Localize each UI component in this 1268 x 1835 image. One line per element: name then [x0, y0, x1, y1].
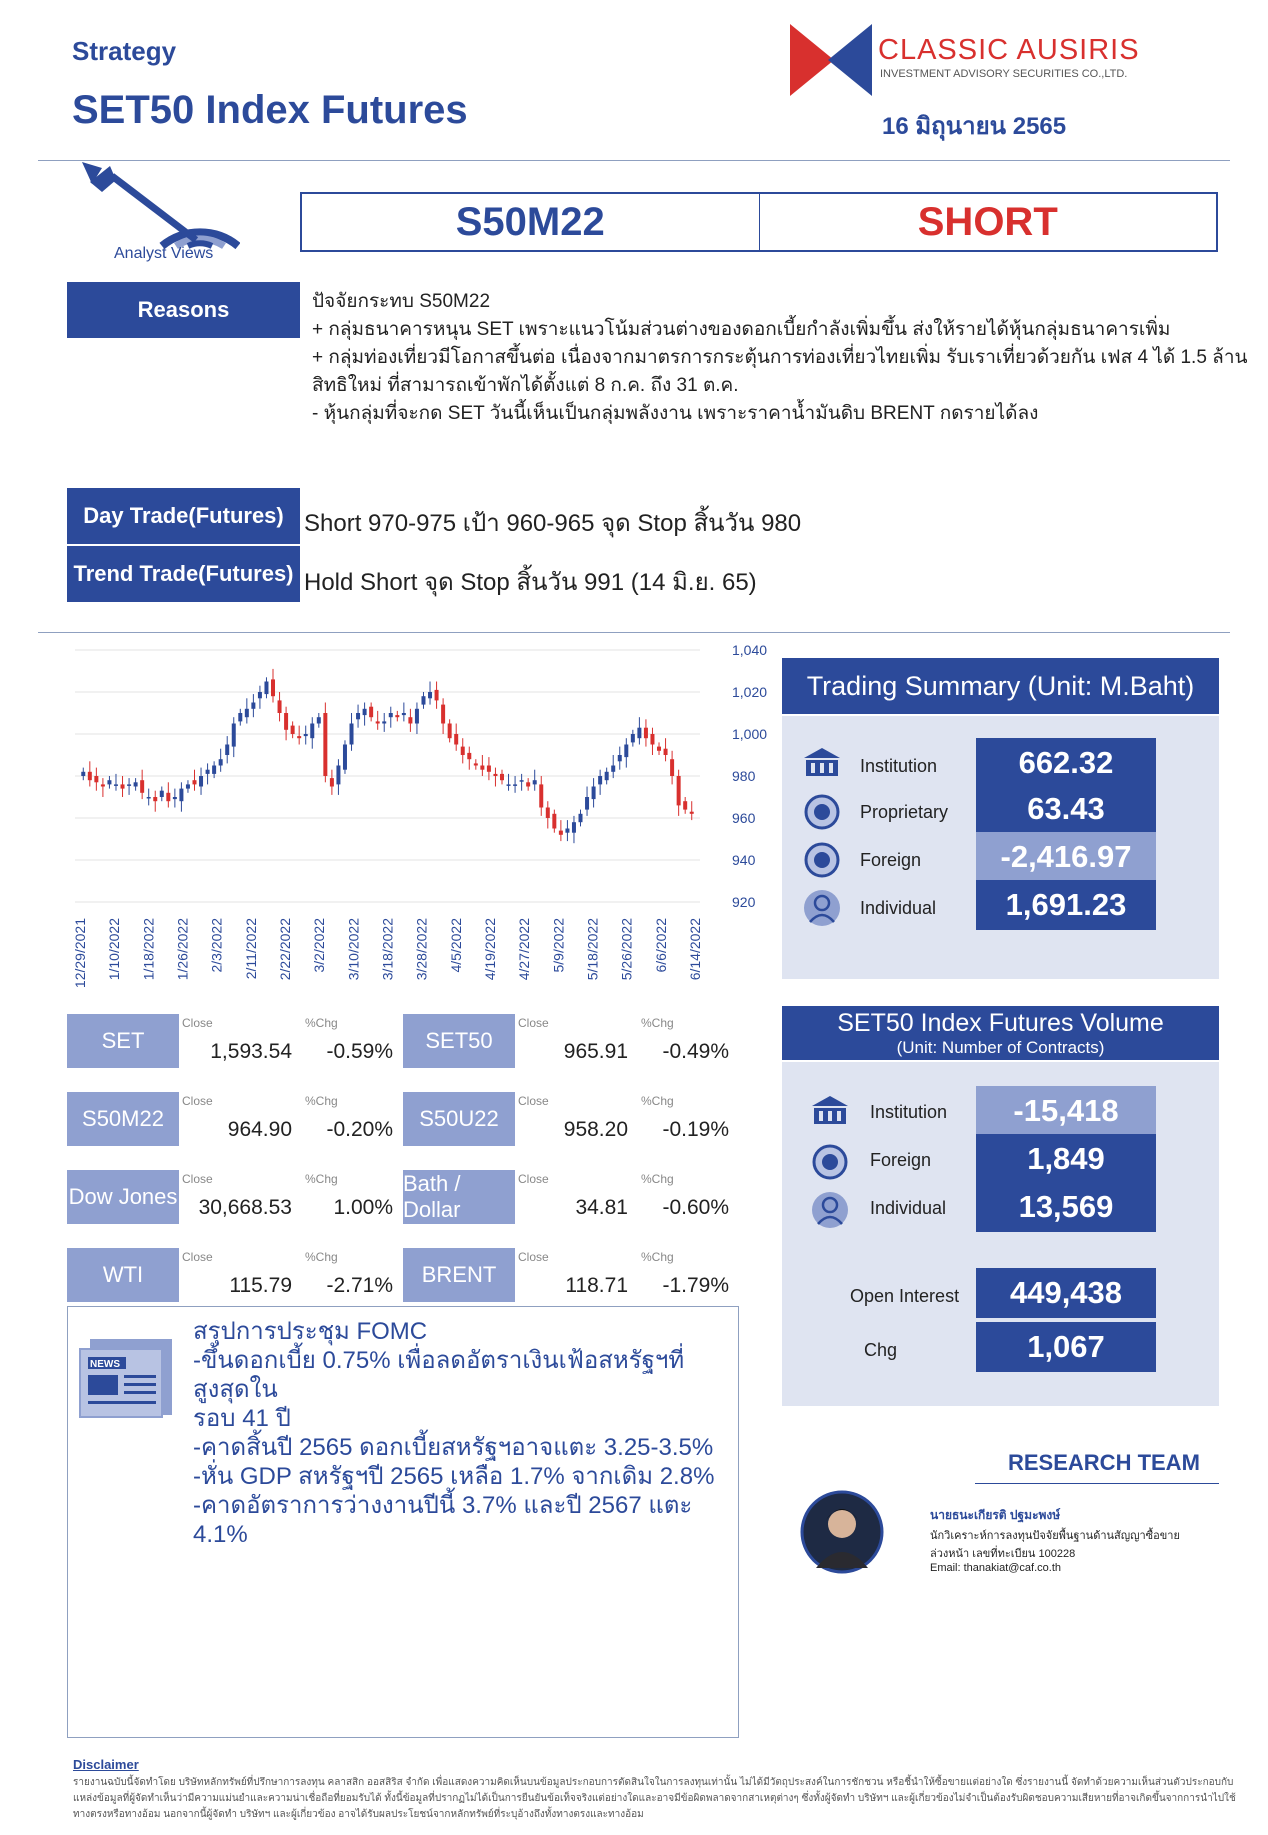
market-chg-label: %Chg: [641, 1094, 674, 1108]
market-close-value: 965.91: [563, 1040, 628, 1063]
market-chg-value: -0.49%: [662, 1040, 729, 1063]
candle-body: [245, 709, 249, 717]
candle-body: [546, 808, 550, 819]
reason-line: ปัจจัยกระทบ S50M22: [312, 291, 491, 312]
money-bag-icon: [810, 1142, 850, 1182]
candle-body: [264, 682, 268, 695]
day-trade-text: Short 970-975 เป้า 960-965 จุด Stop สิ้นวัน 980: [304, 510, 802, 537]
reasons-label: Reasons: [67, 282, 300, 338]
market-name: Bath / Dollar: [403, 1170, 515, 1224]
candle-body: [206, 770, 210, 774]
candle-body: [480, 766, 484, 770]
x-tick-label: 3/28/2022: [413, 918, 430, 981]
news-line: -คาดอัตราการว่างงานปีนี้ 3.7% และปี 2567 แตะ 4.1%: [193, 1492, 693, 1548]
header-divider: [38, 160, 1230, 161]
x-tick-label: 4/19/2022: [482, 918, 498, 981]
candle-body: [428, 692, 432, 698]
reason-line: สิทธิใหม่ ที่สามารถเข้าพักได้ตั้งแต่ 8 ก.ค. ถึง 31 ต.ค.: [312, 375, 739, 396]
market-name: WTI: [67, 1248, 179, 1302]
candle-body: [304, 734, 308, 736]
x-tick-label: 2/11/2022: [242, 918, 259, 980]
candle-body: [330, 778, 334, 786]
candle-body: [323, 713, 327, 776]
candle-body: [369, 707, 373, 718]
newspaper-icon: [78, 1335, 174, 1419]
candle-body: [297, 736, 301, 738]
y-tick-label: 920: [732, 894, 756, 910]
y-tick-label: 940: [732, 852, 756, 868]
x-tick-label: 1/10/2022: [106, 918, 123, 981]
y-tick-label: 1,000: [732, 726, 768, 742]
candle-body: [487, 766, 491, 772]
market-close-value: 34.81: [575, 1196, 628, 1219]
market-chg-value: -0.59%: [326, 1040, 393, 1063]
market-chg-label: %Chg: [305, 1094, 338, 1108]
signal-action: SHORT: [917, 199, 1058, 244]
candle-body: [343, 745, 347, 770]
x-tick-label: 5/18/2022: [584, 918, 601, 981]
open-interest-value: 449,438: [976, 1268, 1156, 1318]
trading-summary-value: -2,416.97: [976, 832, 1156, 882]
volume-value: 13,569: [976, 1182, 1156, 1232]
candle-body: [402, 713, 406, 715]
oi-chg-label: Chg: [864, 1340, 898, 1360]
research-divider: [975, 1483, 1219, 1484]
x-tick-label: 12/29/2021: [72, 918, 88, 989]
open-interest-label: Open Interest: [850, 1286, 960, 1306]
candle-body: [585, 797, 589, 810]
market-close-label: Close: [182, 1250, 213, 1264]
news-line: -คาดสิ้นปี 2565 ดอกเบี้ยสหรัฐฯอาจแตะ 3.25-3.5%: [193, 1434, 714, 1461]
candle-body: [395, 715, 399, 717]
market-close-label: Close: [182, 1172, 213, 1186]
candle-body: [94, 776, 98, 782]
market-close-label: Close: [518, 1016, 549, 1030]
candle-body: [160, 791, 164, 797]
market-name: BRENT: [403, 1248, 515, 1302]
signal-box: [300, 192, 1218, 252]
market-close-label: Close: [518, 1094, 549, 1108]
reason-line: + กลุ่มท่องเที่ยวมีโอกาสขึ้นต่อ เนื่องจากมาตรการกระตุ้นการท่องเที่ยวไทยเพิ่ม รับเราเที่ยวด้วยกัน เฟส 4 ได้ 1.5 ล้าน: [312, 347, 1248, 368]
market-close-value: 118.71: [565, 1274, 628, 1297]
trading-summary-panel: [782, 716, 1219, 979]
analyst-avatar: [800, 1490, 884, 1574]
candle-body: [153, 797, 157, 801]
market-chg-label: %Chg: [641, 1250, 674, 1264]
trading-summary-value: 1,691.23: [976, 880, 1156, 930]
trading-summary-value: 662.32: [976, 738, 1156, 788]
candle-body: [637, 728, 641, 739]
volume-header: [782, 1006, 1219, 1060]
candle-body: [572, 822, 576, 833]
candle-body: [81, 772, 85, 776]
oi-chg-value: 1,067: [976, 1322, 1156, 1372]
market-close-label: Close: [518, 1250, 549, 1264]
section-divider: [38, 632, 1230, 633]
candle-body: [454, 734, 458, 745]
candle-body: [382, 721, 386, 723]
candle-body: [624, 745, 628, 758]
market-name: S50U22: [403, 1092, 515, 1146]
candle-body: [644, 728, 648, 739]
trend-trade-label: Trend Trade(Futures): [67, 546, 300, 602]
reason-line: - หุ้นกลุ่มที่จะกด SET วันนี้เห็นเป็นกลุ่มพลังงาน เพราะราคาน้ำมันดิบ BRENT กดรายได้ลง: [312, 403, 1039, 424]
candle-body: [350, 724, 354, 745]
candle-body: [677, 776, 681, 805]
trading-summary-value: 63.43: [976, 784, 1156, 834]
candle-body: [121, 784, 125, 788]
market-close-value: 115.79: [229, 1274, 292, 1297]
candle-body: [173, 797, 177, 799]
company-name: CLASSIC AUSIRIS: [878, 34, 1140, 66]
candle-body: [670, 759, 674, 776]
y-tick-label: 960: [732, 810, 756, 826]
volume-label: Individual: [870, 1198, 947, 1218]
people-globe-icon: [802, 792, 842, 832]
candle-body: [336, 766, 340, 785]
candle-body: [467, 753, 471, 759]
candle-body: [219, 759, 223, 765]
market-chg-label: %Chg: [305, 1250, 338, 1264]
candle-body: [258, 692, 262, 698]
candle-body: [435, 690, 439, 701]
candle-body: [363, 709, 367, 715]
news-title: สรุปการประชุม FOMC: [193, 1318, 428, 1345]
x-tick-label: 6/6/2022: [652, 918, 669, 973]
x-tick-label: 1/26/2022: [174, 918, 191, 981]
candle-body: [611, 766, 615, 772]
market-chg-label: %Chg: [641, 1016, 674, 1030]
candle-body: [310, 724, 314, 739]
candle-body: [474, 763, 478, 765]
candle-body: [559, 831, 563, 835]
candle-body: [284, 713, 288, 730]
trading-summary-label: Proprietary: [860, 802, 949, 822]
candle-body: [179, 789, 183, 802]
news-line: -หั่น GDP สหรัฐฯปี 2565 เหลือ 1.7% จากเดิม 2.8%: [193, 1463, 715, 1490]
market-close-label: Close: [182, 1016, 213, 1030]
candle-body: [415, 709, 419, 724]
candle-body: [140, 780, 144, 793]
bank-icon: [802, 746, 842, 786]
candle-body: [690, 812, 694, 814]
market-close-value: 964.90: [227, 1118, 292, 1141]
candle-body: [526, 782, 530, 786]
news-line: รอบ 41 ปี: [193, 1405, 291, 1432]
report-date: 16 มิถุนายน 2565: [882, 113, 1067, 140]
candle-body: [356, 713, 360, 719]
report-category: Strategy: [72, 36, 177, 66]
x-tick-label: 2/22/2022: [277, 918, 293, 981]
company-subtitle: INVESTMENT ADVISORY SECURITIES CO.,LTD.: [880, 68, 1128, 80]
market-name: S50M22: [67, 1092, 179, 1146]
candle-body: [408, 717, 412, 723]
report-title: SET50 Index Futures: [72, 88, 468, 132]
candle-body: [520, 780, 524, 782]
market-chg-label: %Chg: [305, 1172, 338, 1186]
candle-body: [592, 787, 596, 800]
candle-body: [114, 784, 118, 786]
candle-body: [598, 776, 602, 784]
market-close-value: 30,668.53: [198, 1196, 292, 1219]
disclaimer-text: รายงานฉบับนี้จัดทำโดย บริษัทหลักทรัพย์ที่ปรึกษาการลงทุน คลาสสิก ออสสิริส จำกัด เพื่อแสดงความคิดเห็นบนข้อมูลประกอบการตัดสินใจในการลงทุนเท่านั้น ไม่ได้มีวัตถุประสงค์ในการชักชวน หรือชี้นำให้ซื้อขายแต่อย่างใด ซึ่งรายงานนี้ จัดทำด้วยความเห็นส่วนตัวประกอบกับแหล่งข้อมูลที่ผู้จัดทำเห็นว่ามีความแม่นยำและความน่าเชื่อถือที่ยอมรับได้ ทั้งนี้ข้อมูลที่ปรากฏไม่ได้เป็นการยืนยันข้อเท็จจริงแต่อย่างใดและอาจมีข้อผิดพลาดจากสาเหตุต่างๆ ซึ่งทั้งผู้จัดทำ บริษัทฯ และผู้เกี่ยวข้องไม่จำเป็นต้องรับผิดชอบความเสียหายที่อาจเกิดขึ้นจากการนำไปใช้ทางตรงหรือทางอ้อม นอกจากนี้ผู้จัดทำ บริษัทฯ และผู้เกี่ยวข้อง อาจได้รับผลประโยชน์จากหลักทรัพย์ที่ระบุอ้างถึงทั้งทางตรงและทางอ้อม: [73, 1777, 1236, 1820]
reason-line: + กลุ่มธนาคารหนุน SET เพราะแนวโน้มส่วนต่างของดอกเบี้ยกำลังเพิ่มขึ้น ส่งให้รายได้หุ้นกลุ่มธนาคารเพิ่ม: [312, 319, 1171, 340]
volume-panel: [782, 1062, 1219, 1406]
volume-title: SET50 Index Futures Volume: [837, 1008, 1164, 1037]
candle-body: [251, 703, 255, 709]
candle-body: [147, 797, 151, 799]
market-chg-label: %Chg: [641, 1172, 674, 1186]
candle-body: [291, 726, 295, 734]
analyst-views-label: Analyst Views: [114, 245, 214, 262]
volume-subtitle: (Unit: Number of Contracts): [896, 1037, 1105, 1057]
price-chart: [60, 640, 780, 990]
market-name: SET50: [403, 1014, 515, 1068]
candle-body: [618, 755, 622, 761]
candle-body: [448, 724, 452, 739]
news-line: -ขึ้นดอกเบี้ย 0.75% เพื่อลดอัตราเงินเฟ้อสหรัฐฯที่สูงสุดใน: [193, 1347, 685, 1403]
x-tick-label: 5/9/2022: [550, 918, 567, 973]
x-tick-label: 2/3/2022: [208, 918, 225, 973]
candle-body: [376, 721, 380, 723]
y-tick-label: 980: [732, 768, 756, 784]
company-logo-icon: [790, 24, 872, 96]
analyst-position: นักวิเคราะห์การลงทุนปัจจัยพื้นฐานด้านสัญญาซื้อขาย: [930, 1530, 1180, 1542]
candle-body: [238, 713, 242, 721]
market-name: Dow Jones: [67, 1170, 179, 1224]
x-tick-label: 5/26/2022: [618, 918, 635, 981]
candle-body: [507, 784, 511, 786]
candle-body: [441, 705, 445, 724]
market-close-label: Close: [182, 1094, 213, 1108]
market-name: SET: [67, 1014, 179, 1068]
candle-body: [166, 793, 170, 801]
candle-body: [421, 696, 425, 704]
candle-body: [664, 749, 668, 755]
volume-label: Foreign: [870, 1150, 932, 1170]
candle-body: [539, 784, 543, 807]
market-close-value: 1,593.54: [210, 1040, 292, 1063]
news-box: [67, 1306, 739, 1738]
reasons-text: [312, 288, 1252, 428]
candle-body: [232, 724, 236, 747]
candle-body: [212, 766, 216, 774]
market-chg-value: -0.20%: [326, 1118, 393, 1141]
volume-value: 1,849: [976, 1134, 1156, 1184]
candle-body: [278, 700, 282, 713]
analyst-license: ล่วงหน้า เลขที่ทะเบียน 100228: [930, 1548, 1076, 1560]
candle-body: [271, 679, 275, 696]
candle-body: [127, 784, 131, 786]
candle-body: [650, 734, 654, 745]
candle-body: [88, 772, 92, 780]
volume-label: Institution: [870, 1102, 948, 1122]
candle-body: [186, 784, 190, 788]
bank-icon: [810, 1094, 850, 1134]
candle-body: [461, 747, 465, 755]
candle-body: [225, 745, 229, 756]
market-close-label: Close: [518, 1172, 549, 1186]
market-chg-label: %Chg: [305, 1016, 338, 1030]
person-icon: [802, 888, 842, 928]
y-tick-label: 1,040: [732, 642, 768, 658]
market-chg-value: -2.71%: [326, 1274, 393, 1297]
trading-summary-label: Foreign: [860, 850, 922, 870]
x-tick-label: 1/18/2022: [140, 918, 157, 981]
candle-body: [493, 774, 497, 776]
trading-summary-label: Individual: [860, 898, 937, 918]
x-tick-label: 4/27/2022: [516, 918, 533, 981]
disclaimer-title: Disclaimer: [73, 1757, 139, 1772]
market-close-value: 958.20: [563, 1118, 628, 1141]
candle-body: [192, 780, 196, 784]
candle-body: [500, 774, 504, 780]
candle-body: [657, 747, 661, 751]
candle-body: [107, 780, 111, 784]
candle-body: [533, 780, 537, 784]
analyst-name: นายธนะเกียรติ ปฐมะพงษ์: [930, 1508, 1061, 1522]
candle-body: [513, 784, 517, 786]
candle-body: [134, 782, 138, 786]
x-tick-label: 4/5/2022: [447, 918, 464, 973]
y-tick-label: 1,020: [732, 684, 768, 700]
candle-body: [317, 717, 321, 723]
trend-trade-text: Hold Short จุด Stop สิ้นวัน 991 (14 มิ.ย. 65): [304, 569, 757, 596]
signal-symbol: S50M22: [302, 194, 760, 250]
research-team-title: RESEARCH TEAM: [1008, 1450, 1200, 1475]
x-tick-label: 3/2/2022: [311, 918, 328, 973]
news-content: [193, 1317, 733, 1549]
money-bag-icon: [802, 840, 842, 880]
candle-body: [389, 713, 393, 717]
person-icon: [810, 1190, 850, 1230]
analyst-email: Email: thanakiat@caf.co.th: [930, 1562, 1062, 1574]
trading-summary-title: Trading Summary (Unit: M.Baht): [782, 658, 1219, 714]
trading-summary-label: Institution: [860, 756, 938, 776]
day-trade-label: Day Trade(Futures): [67, 488, 300, 544]
candle-body: [579, 814, 583, 822]
x-tick-label: 3/18/2022: [379, 918, 396, 981]
candle-body: [552, 814, 556, 829]
market-chg-value: -1.79%: [662, 1274, 729, 1297]
x-tick-label: 6/14/2022: [687, 918, 703, 981]
candle-body: [605, 772, 609, 780]
market-chg-value: 1.00%: [333, 1196, 393, 1219]
volume-value: -15,418: [976, 1086, 1156, 1136]
x-tick-label: 3/10/2022: [345, 918, 362, 981]
candle-body: [101, 784, 105, 786]
candle-body: [565, 829, 569, 833]
news-badge: NEWS: [90, 1359, 120, 1370]
candle-body: [631, 734, 635, 742]
candle-body: [683, 801, 687, 809]
market-chg-value: -0.60%: [662, 1196, 729, 1219]
market-chg-value: -0.19%: [662, 1118, 729, 1141]
candle-body: [199, 776, 203, 787]
